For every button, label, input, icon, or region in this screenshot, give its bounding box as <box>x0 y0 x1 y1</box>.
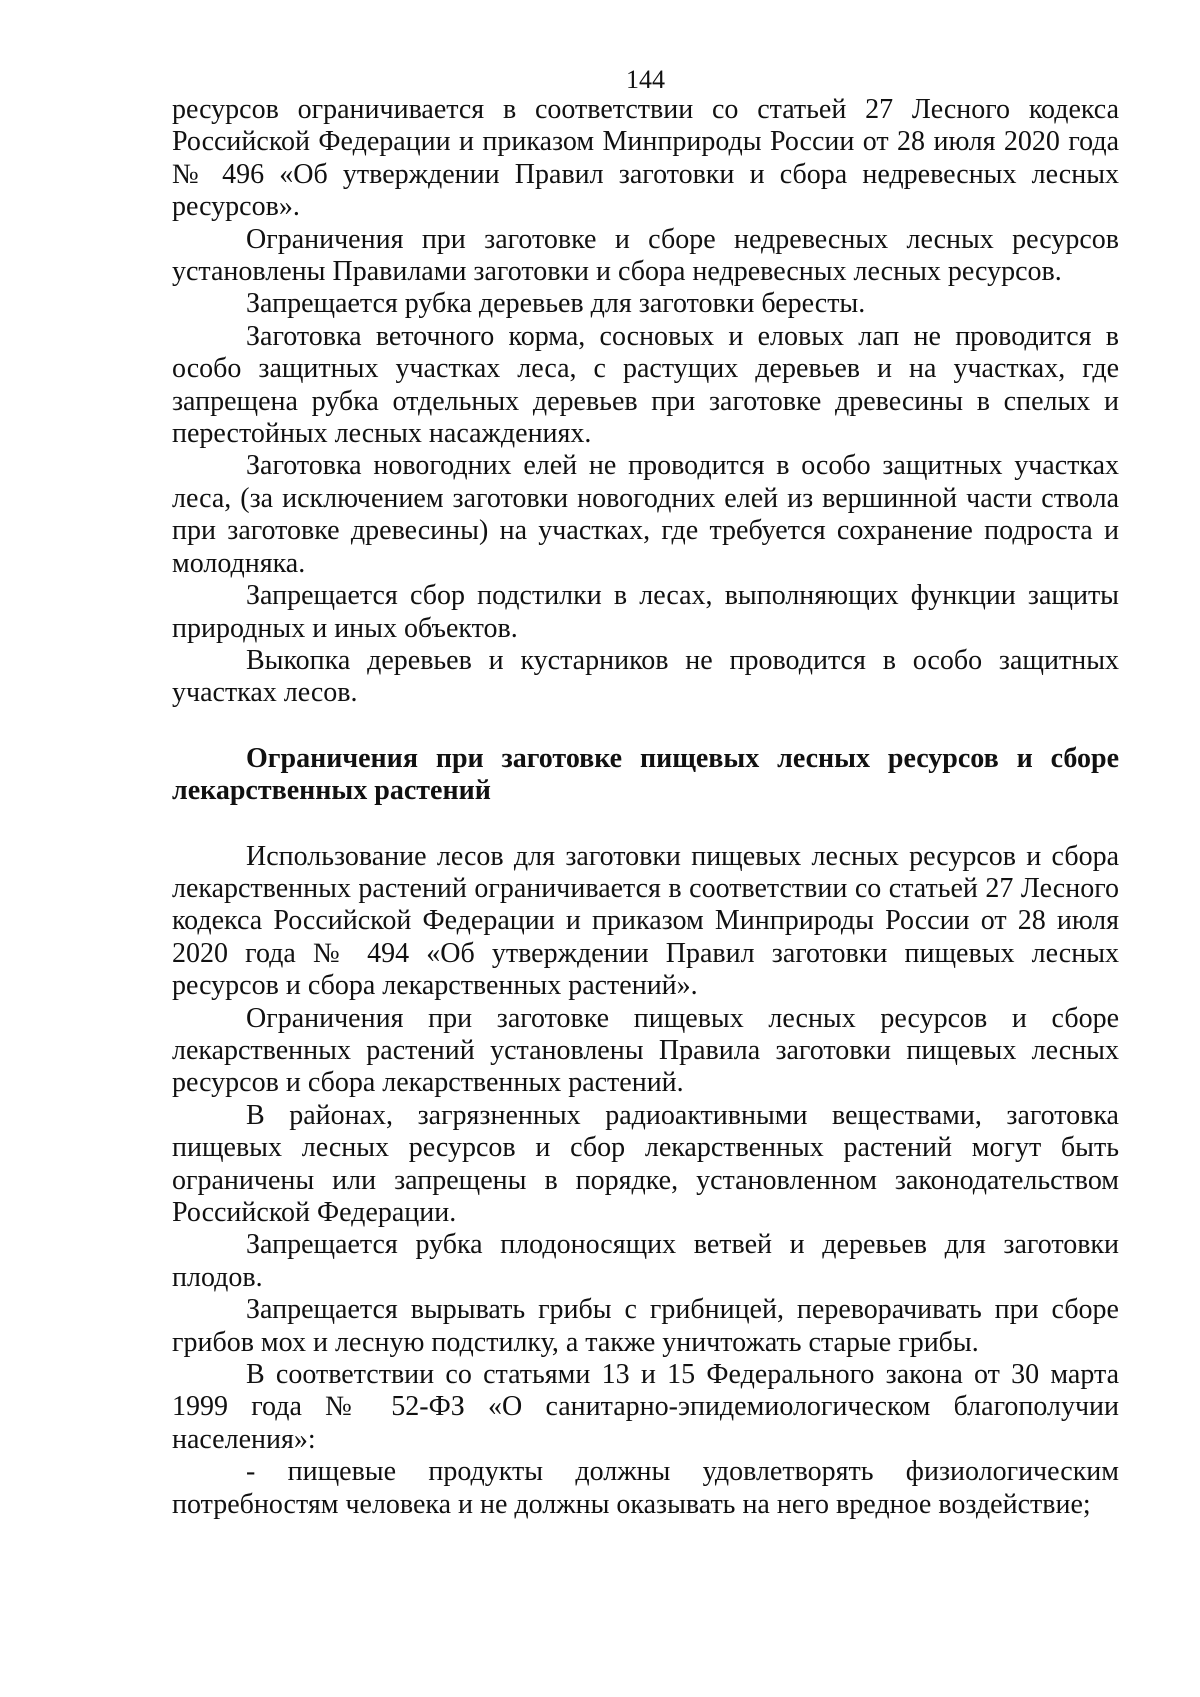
paragraph-list-item: - пищевые продукты должны удовлетворять физиологическим потребностям человека и не должны оказывать на него вредное воздействие; <box>172 1456 1119 1520</box>
paragraph: Ограничения при заготовке пищевых лесных ресурсов и сборе лекарственных растений установлены Правила заготовки пищевых лесных ресурсов и сбора лекарственных растений. <box>172 1002 1119 1099</box>
section-heading: Ограничения при заготовке пищевых лесных ресурсов и сборе лекарственных растений <box>172 742 1119 807</box>
paragraph: Ограничения при заготовке и сборе недревесных лесных ресурсов установлены Правилами заготовки и сбора недревесных лесных ресурсов. <box>172 223 1119 288</box>
paragraph: В соответствии со статьями 13 и 15 Федерального закона от 30 марта 1999 года № 52-ФЗ «О санитарно-эпидемиологическом благополучии населения»: <box>172 1359 1119 1455</box>
paragraph: Запрещается рубка плодоносящих ветвей и деревьев для заготовки плодов. <box>172 1229 1119 1293</box>
paragraph: Заготовка веточного корма, сосновых и еловых лап не проводится в особо защитных участках леса, с растущих деревьев и на участках, где запрещена рубка отдельных деревьев при заготовке древесины в спелых и перестойных лесных насаждениях. <box>172 320 1119 450</box>
spacer <box>172 710 1119 743</box>
paragraph: Выкопка деревьев и кустарников не проводится в особо защитных участках лесов. <box>172 644 1119 709</box>
paragraph: Заготовка новогодних елей не проводится в особо защитных участках леса, (за исключением заготовки новогодних елей из вершинной части ствола при заготовке древесины) на участках, где требуется сохранение подроста и молодняка. <box>172 450 1119 579</box>
paragraph-continuation: ресурсов ограничивается в соответствии со статьей 27 Лесного кодекса Российской Федерации и приказом Минприроды России от 28 июля 2020 года № 496 «Об утверждении Правил заготовки и сбора недревесных лесных ресурсов». <box>172 94 1119 223</box>
paragraph: В районах, загрязненных радиоактивными веществами, заготовка пищевых лесных ресурсов и сбор лекарственных растений могут быть ограничены или запрещены в порядке, установленном законодательством Российской Федерации. <box>172 1099 1119 1228</box>
paragraph: Запрещается вырывать грибы с грибницей, переворачивать при сборе грибов мох и лесную подстилку, а также уничтожать старые грибы. <box>172 1294 1119 1358</box>
page-number: 144 <box>626 65 665 94</box>
paragraph: Запрещается сбор подстилки в лесах, выполняющих функции защиты природных и иных объектов. <box>172 580 1119 644</box>
spacer <box>172 808 1119 841</box>
paragraph: Использование лесов для заготовки пищевых лесных ресурсов и сбора лекарственных растений ограничивается в соответствии со статьей 27 Лесного кодекса Российской Федерации и приказом Минприроды России от 28 июля 2020 года № 494 «Об утверждении Правил заготовки пищевых лесных ресурсов и сбора лекарственных растений». <box>172 840 1119 1002</box>
paragraph: Запрещается рубка деревьев для заготовки бересты. <box>246 288 866 320</box>
document-page <box>172 66 1119 1521</box>
